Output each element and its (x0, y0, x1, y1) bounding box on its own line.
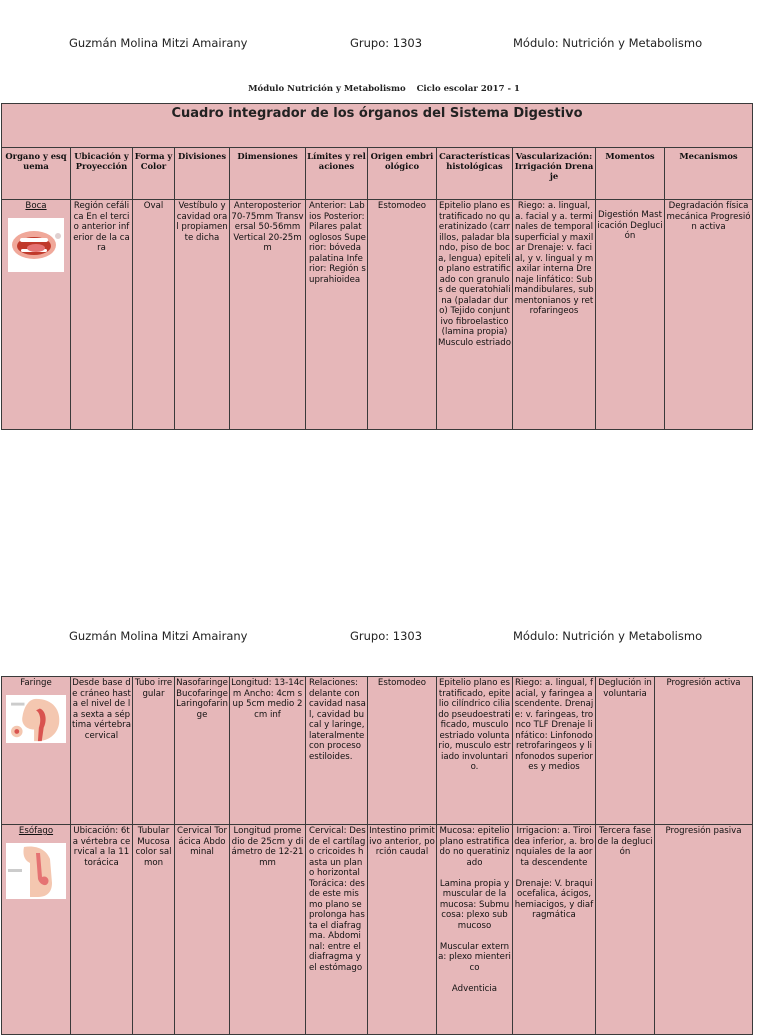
digestive-table-page-1 (1, 103, 753, 430)
divisions-cell: Nasofaringe Bucofaringe Laringofaringe (175, 677, 230, 825)
column-header: Límites y relaciones (306, 148, 368, 200)
organ-name: Faringe (20, 678, 52, 688)
group-label: Grupo: 1303 (350, 36, 423, 50)
table-row (2, 200, 753, 430)
column-header: Características histológicas (437, 148, 513, 200)
mouth-illustration-icon (8, 218, 64, 272)
origin-cell: Intestino primitivo anterior, porción caudal (368, 825, 437, 1035)
mechanisms-cell: Progresión activa (655, 677, 753, 825)
mechanisms-cell: Progresión pasiva (655, 825, 753, 1035)
shape-cell: Oval (133, 200, 175, 430)
origin-cell: Estomodeo (368, 200, 437, 430)
histology-cell: Epitelio plano estratificado no queratinizado (carrillos, paladar blando, piso de boca, lengua) epitelio plano estratificado con granulos de queratohialina (paladar duro) Tejido conjuntivo fibroelastico (lamina propia) Musculo estriado (437, 200, 513, 430)
vascular-cell: Riego: a. lingual, facial, y faringea ascendente. Drenaje: v. faringeas, tronco TLF Drenaje linfático: Linfonodo retrofaringeos y linfonodos superiores y medios (513, 677, 596, 825)
location-cell: Ubicación: 6ta vértebra cervical a la 11 torácica (71, 825, 133, 1035)
vascular-cell: Irrigacion: a. Tiroidea inferior, a. bronquiales de la aorta descendente Drenaje: V. braquiocefalica, ácigos, hemiacigos, y diafragmática (513, 825, 596, 1035)
dimensions-cell: Anteroposterior 70-75mm Transversal 50-56mm Vertical 20-25mm (230, 200, 306, 430)
moments-cell: Tercera fase de la deglución (596, 825, 655, 1035)
origin-cell: Estomodeo (368, 677, 437, 825)
limits-cell: Relaciones: delante con cavidad nasal, cavidad bucal y laringe, lateralmente con proceso estiloides. (306, 677, 368, 825)
group-label: Grupo: 1303 (350, 629, 423, 643)
column-header: Vascularización: Irrigación Drenaje (513, 148, 596, 200)
table-row (2, 677, 753, 825)
organ-cell (2, 200, 71, 430)
organ-cell (2, 677, 71, 825)
moments-cell: Digestión Masticación Deglución (596, 200, 665, 430)
module-label: Módulo: Nutrición y Metabolismo (513, 629, 703, 643)
column-header: Divisiones (175, 148, 230, 200)
column-header: Ubicación y Proyección (71, 148, 133, 200)
student-name: Guzmán Molina Mitzi Amairany (69, 629, 248, 643)
dimensions-cell: Longitud: 13-14cm Ancho: 4cm sup 5cm medio 2cm inf (230, 677, 306, 825)
page-header (0, 36, 768, 56)
organ-name: Esófago (18, 826, 54, 836)
shape-cell: Tubular Mucosa color salmon (133, 825, 175, 1035)
column-header: Mecanismos (665, 148, 753, 200)
table-row (2, 825, 753, 1035)
divisions-cell: Cervical Torácica Abdominal (175, 825, 230, 1035)
subtitle-cycle: Ciclo escolar 2017 - 1 (416, 84, 520, 94)
vascular-cell: Riego: a. lingual, a. facial y a. terminales de temporal superficial y maxilar Drenaje: v. facial, y v. lingual y maxilar interna Drenaje linfático: Submandibulares, submentonianos y retrofaringeos (513, 200, 596, 430)
digestive-table-page-2 (1, 676, 753, 1035)
location-cell: Región cefálica En el tercio anterior inferior de la cara (71, 200, 133, 430)
column-header: Momentos (596, 148, 665, 200)
column-header: Dimensiones (230, 148, 306, 200)
histology-cell: Mucosa: epitelio plano estratificado no queratinizado Lamina propia y muscular de la mucosa: Submucosa: plexo submucoso Muscular externa: plexo mienterico Adventicia (437, 825, 513, 1035)
column-header: Forma y Color (133, 148, 175, 200)
pharynx-illustration-icon (6, 695, 66, 743)
organ-cell (2, 825, 71, 1035)
shape-cell: Tubo irregular (133, 677, 175, 825)
table-title: Cuadro integrador de los órganos del Sistema Digestivo (2, 104, 753, 148)
moments-cell: Deglución involuntaria (596, 677, 655, 825)
mechanisms-cell: Degradación física mecánica Progresión activa (665, 200, 753, 430)
page-header-2 (0, 629, 768, 649)
limits-cell: Cervical: Desde el cartílago cricoides hasta un plano horizontal Torácica: desde este mismo plano se prolonga hasta el diafragma. Abdominal: entre el diafragma y el estómago (306, 825, 368, 1035)
document-subtitle (0, 84, 768, 94)
student-name: Guzmán Molina Mitzi Amairany (69, 36, 248, 50)
column-header: Organo y esquema (2, 148, 71, 200)
divisions-cell: Vestíbulo y cavidad oral propiamente dicha (175, 200, 230, 430)
dimensions-cell: Longitud promedio de 25cm y diámetro de 12-21mm (230, 825, 306, 1035)
module-label: Módulo: Nutrición y Metabolismo (513, 36, 703, 50)
subtitle-module: Módulo Nutrición y Metabolismo (248, 84, 406, 94)
esophagus-illustration-icon (6, 843, 66, 899)
histology-cell: Epitelio plano estratificado, epitelio cilíndrico ciliado pseudoestratificado, musculo estriado voluntario, musculo estriado involuntario. (437, 677, 513, 825)
location-cell: Desde base de cráneo hasta el nivel de la sexta a séptima vértebra cervical (71, 677, 133, 825)
limits-cell: Anterior: Labios Posterior: Pilares palatoglosos Superior: bóveda palatina Inferior: Región suprahioidea (306, 200, 368, 430)
column-header: Origen embriológico (368, 148, 437, 200)
organ-name: Boca (25, 201, 47, 211)
